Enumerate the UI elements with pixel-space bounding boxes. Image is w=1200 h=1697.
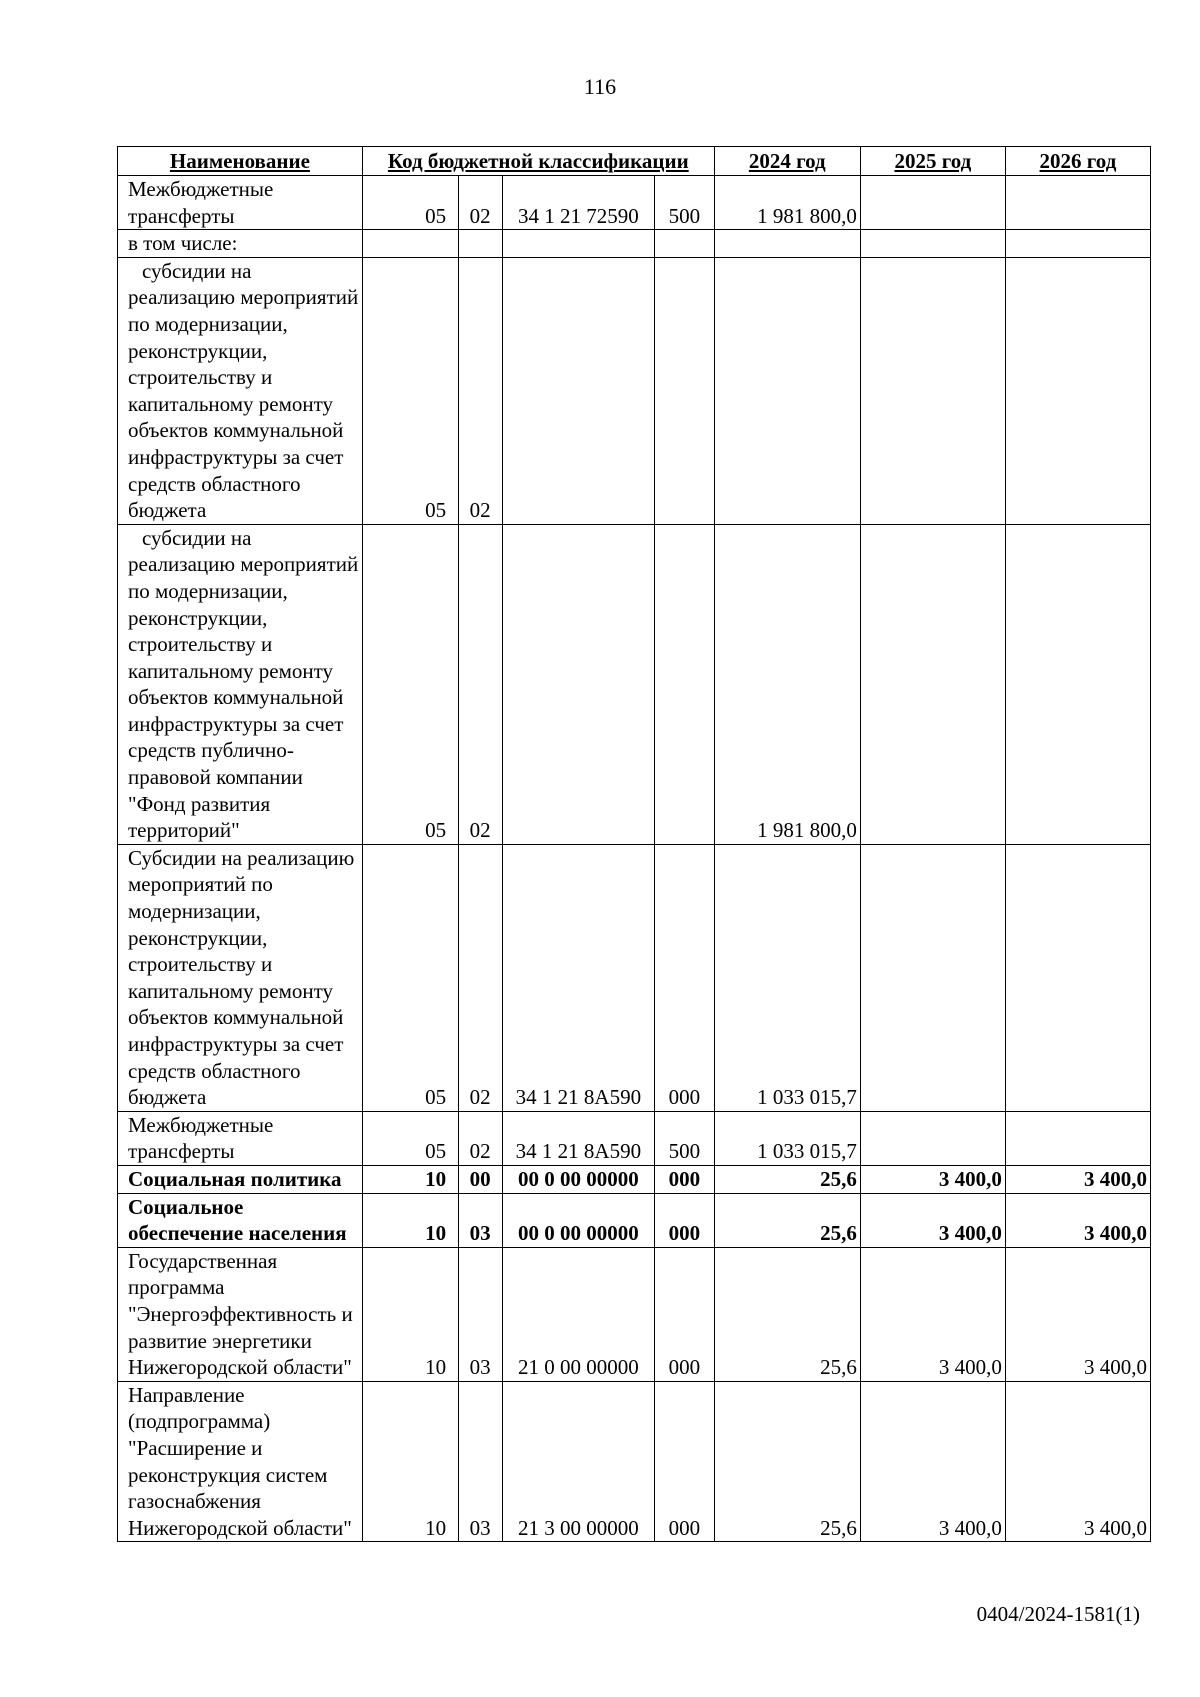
row-name: субсидии на реализацию мероприятий по модернизации, реконструкции, строительству и капитальному ремонту объектов коммунальной инфраструктуры за счет средств областного бюджета	[118, 257, 363, 524]
row-value-2024: 25,6	[714, 1247, 860, 1381]
row-target-article: 34 1 21 72590	[502, 176, 654, 230]
row-name: Субсидии на реализацию мероприятий по модернизации, реконструкции, строительству и капитальному ремонту объектов коммунальной инфраструктуры за счет средств областного бюджета	[118, 844, 363, 1111]
row-empty-code	[362, 1381, 413, 1542]
row-section: 10	[414, 1193, 458, 1247]
row-subsection: 02	[458, 844, 502, 1111]
row-value-2025: 3 400,0	[860, 1165, 1005, 1193]
row-section: 10	[414, 1381, 458, 1542]
budget-table	[117, 146, 1151, 1542]
row-expense-type: 000	[655, 1193, 715, 1247]
row-subsection: 02	[458, 176, 502, 230]
table-row	[118, 230, 1151, 258]
row-name: Социальное обеспечение населения	[118, 1193, 363, 1247]
row-target-article: 21 0 00 00000	[502, 1247, 654, 1381]
row-target-article: 34 1 21 8А590	[502, 1111, 654, 1165]
row-value-2024: 25,6	[714, 1165, 860, 1193]
row-name: Направление (подпрограмма) "Расширение и реконструкция систем газоснабжения Нижегородской области"	[118, 1381, 363, 1542]
row-value-2025	[860, 1111, 1005, 1165]
table-row	[118, 1111, 1151, 1165]
row-empty-code	[362, 230, 413, 258]
row-section: 05	[414, 1111, 458, 1165]
row-value-2026	[1005, 230, 1150, 258]
row-expense-type	[655, 257, 715, 524]
table-row	[118, 176, 1151, 230]
row-section: 05	[414, 257, 458, 524]
row-value-2026: 3 400,0	[1005, 1193, 1150, 1247]
row-name: Социальная политика	[118, 1165, 363, 1193]
page-number: 116	[583, 74, 617, 99]
row-value-2024: 1 033 015,7	[714, 1111, 860, 1165]
row-empty-code	[362, 1165, 413, 1193]
table-row	[118, 524, 1151, 844]
row-subsection: 03	[458, 1193, 502, 1247]
row-section: 10	[414, 1165, 458, 1193]
row-expense-type: 000	[655, 1247, 715, 1381]
row-subsection: 03	[458, 1247, 502, 1381]
header-code: Код бюджетной классификации	[362, 147, 714, 176]
row-value-2026	[1005, 1111, 1150, 1165]
row-section: 10	[414, 1247, 458, 1381]
document-id: 0404/2024-1581(1)	[976, 1602, 1140, 1626]
row-value-2025: 3 400,0	[860, 1247, 1005, 1381]
row-subsection: 00	[458, 1165, 502, 1193]
row-section: 05	[414, 524, 458, 844]
row-value-2024	[714, 257, 860, 524]
row-subsection: 02	[458, 257, 502, 524]
row-section: 05	[414, 844, 458, 1111]
table-header-row	[118, 147, 1151, 176]
row-value-2026	[1005, 844, 1150, 1111]
row-expense-type: 000	[655, 1381, 715, 1542]
row-value-2025: 3 400,0	[860, 1193, 1005, 1247]
row-value-2026	[1005, 257, 1150, 524]
row-value-2024: 25,6	[714, 1193, 860, 1247]
row-value-2024: 1 981 800,0	[714, 524, 860, 844]
row-expense-type: 500	[655, 1111, 715, 1165]
table-row	[118, 1193, 1151, 1247]
header-2025: 2025 год	[860, 147, 1005, 176]
row-value-2024: 1 033 015,7	[714, 844, 860, 1111]
row-section	[414, 230, 458, 258]
row-value-2026	[1005, 176, 1150, 230]
row-value-2026: 3 400,0	[1005, 1247, 1150, 1381]
row-expense-type: 000	[655, 1165, 715, 1193]
row-subsection	[458, 230, 502, 258]
row-target-article	[502, 524, 654, 844]
row-empty-code	[362, 844, 413, 1111]
row-expense-type	[655, 230, 715, 258]
row-name: Государственная программа "Энергоэффективность и развитие энергетики Нижегородской области"	[118, 1247, 363, 1381]
row-name: в том числе:	[118, 230, 363, 258]
row-name: Межбюджетные трансферты	[118, 1111, 363, 1165]
row-value-2025	[860, 524, 1005, 844]
row-empty-code	[362, 524, 413, 844]
row-empty-code	[362, 1247, 413, 1381]
table-row	[118, 1247, 1151, 1381]
row-value-2026: 3 400,0	[1005, 1165, 1150, 1193]
row-target-article	[502, 257, 654, 524]
row-value-2026	[1005, 524, 1150, 844]
row-empty-code	[362, 1193, 413, 1247]
row-expense-type: 000	[655, 844, 715, 1111]
row-subsection: 03	[458, 1381, 502, 1542]
header-2026: 2026 год	[1005, 147, 1150, 176]
row-subsection: 02	[458, 524, 502, 844]
table-row	[118, 1381, 1151, 1542]
row-subsection: 02	[458, 1111, 502, 1165]
row-empty-code	[362, 176, 413, 230]
row-expense-type	[655, 524, 715, 844]
row-name: Межбюджетные трансферты	[118, 176, 363, 230]
table-row	[118, 257, 1151, 524]
row-target-article: 21 3 00 00000	[502, 1381, 654, 1542]
row-empty-code	[362, 1111, 413, 1165]
row-value-2025	[860, 230, 1005, 258]
row-value-2025: 3 400,0	[860, 1381, 1005, 1542]
row-value-2025	[860, 176, 1005, 230]
row-value-2024: 1 981 800,0	[714, 176, 860, 230]
row-value-2024: 25,6	[714, 1381, 860, 1542]
row-target-article: 34 1 21 8А590	[502, 844, 654, 1111]
row-value-2025	[860, 844, 1005, 1111]
table-row	[118, 844, 1151, 1111]
table-body	[118, 176, 1151, 1542]
row-expense-type: 500	[655, 176, 715, 230]
table-row	[118, 1165, 1151, 1193]
row-name: субсидии на реализацию мероприятий по модернизации, реконструкции, строительству и капитальному ремонту объектов коммунальной инфраструктуры за счет средств публично-правовой компании "Фонд развития территорий"	[118, 524, 363, 844]
row-value-2026: 3 400,0	[1005, 1381, 1150, 1542]
row-target-article	[502, 230, 654, 258]
row-value-2025	[860, 257, 1005, 524]
row-target-article: 00 0 00 00000	[502, 1193, 654, 1247]
header-name: Наименование	[118, 147, 363, 176]
row-value-2024	[714, 230, 860, 258]
header-2024: 2024 год	[714, 147, 860, 176]
row-target-article: 00 0 00 00000	[502, 1165, 654, 1193]
row-section: 05	[414, 176, 458, 230]
row-empty-code	[362, 257, 413, 524]
